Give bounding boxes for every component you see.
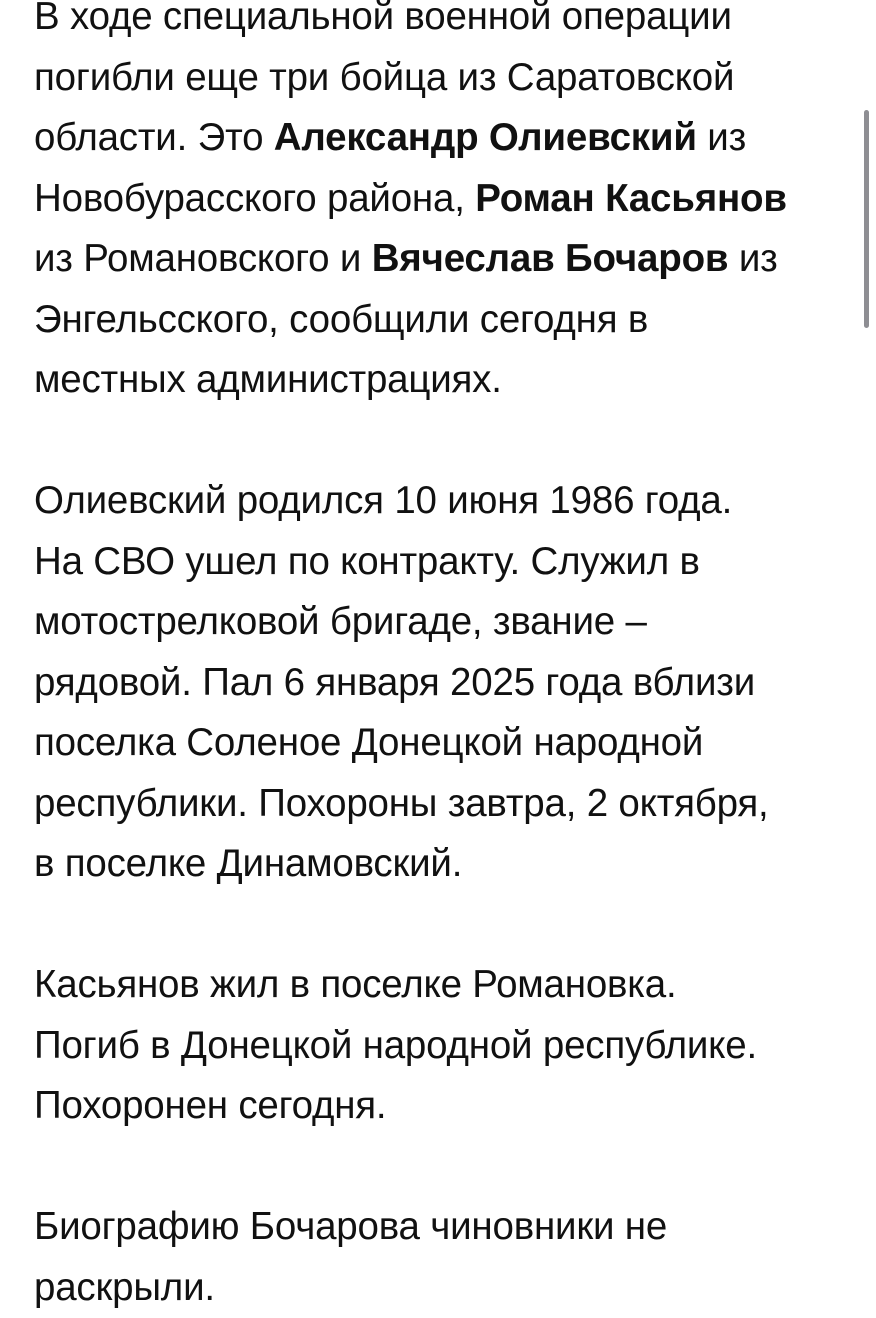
text-line	[34, 592, 854, 653]
text-segment: Похоронен сегодня.	[34, 1084, 386, 1127]
text-line	[34, 350, 854, 411]
text-segment: республики. Похороны завтра, 2 октября,	[34, 782, 769, 825]
text-line	[34, 48, 854, 109]
text-segment: области. Это	[34, 116, 274, 159]
text-line	[34, 229, 854, 290]
text-line	[34, 1016, 854, 1077]
article-body	[34, 0, 854, 1318]
scrollbar[interactable]	[864, 110, 869, 328]
text-segment: погибли еще три бойца из Саратовской	[34, 56, 734, 99]
text-line	[34, 108, 854, 169]
person-name: Александр Олиевский	[274, 116, 697, 159]
text-line	[34, 653, 854, 714]
text-line	[34, 1076, 854, 1137]
text-segment: Погиб в Донецкой народной республике.	[34, 1024, 757, 1067]
text-line	[34, 532, 854, 593]
text-line	[34, 290, 854, 351]
text-line	[34, 1197, 854, 1258]
text-segment: в поселке Динамовский.	[34, 842, 462, 885]
text-line	[34, 713, 854, 774]
text-segment: мотострелковой бригаде, звание –	[34, 600, 647, 643]
text-segment: из	[728, 237, 777, 280]
text-segment: Касьянов жил в поселке Романовка.	[34, 963, 677, 1006]
text-segment: Новобурасского района,	[34, 177, 475, 220]
text-segment: из	[697, 116, 746, 159]
text-line	[34, 169, 854, 230]
person-name: Роман Касьянов	[475, 177, 787, 220]
text-segment: Олиевский родился 10 июня 1986 года.	[34, 479, 732, 522]
paragraph	[34, 955, 854, 1137]
text-line	[34, 834, 854, 895]
text-segment: рядовой. Пал 6 января 2025 года вблизи	[34, 661, 755, 704]
text-segment: Энгельсского, сообщили сегодня в	[34, 298, 648, 341]
text-segment: местных администрациях.	[34, 358, 502, 401]
person-name: Вячеслав Бочаров	[372, 237, 729, 280]
text-segment: поселка Соленое Донецкой народной	[34, 721, 703, 764]
text-line	[34, 1258, 854, 1318]
text-segment: Биографию Бочарова чиновники не	[34, 1205, 667, 1248]
paragraph	[34, 0, 854, 411]
text-segment: из Романовского и	[34, 237, 372, 280]
text-segment: раскрыли.	[34, 1266, 215, 1309]
text-line	[34, 0, 854, 48]
text-line	[34, 955, 854, 1016]
paragraph	[34, 1197, 854, 1318]
text-segment: В ходе специальной военной операции	[34, 0, 732, 38]
text-line	[34, 774, 854, 835]
paragraph	[34, 471, 854, 895]
text-line	[34, 471, 854, 532]
text-segment: На СВО ушел по контракту. Служил в	[34, 540, 700, 583]
